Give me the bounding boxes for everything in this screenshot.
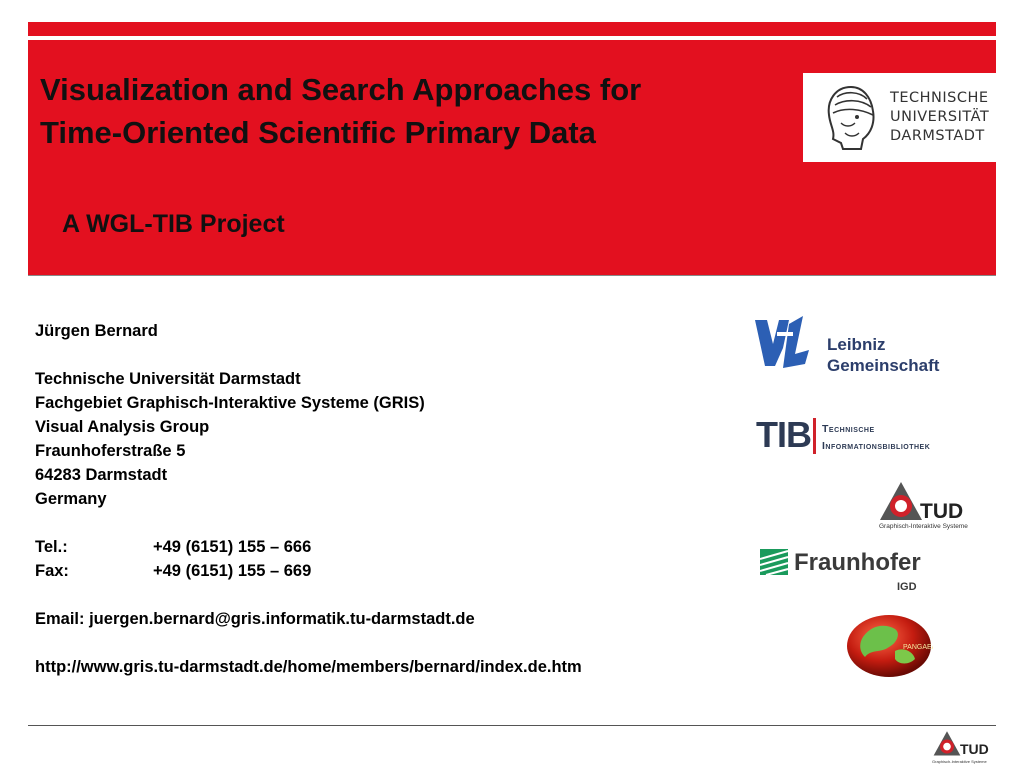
author-name: Jürgen Bernard (35, 322, 158, 340)
tib-line-1: Technische (822, 423, 875, 435)
tu-logo-line-3: DARMSTADT (890, 128, 985, 144)
tib-logo (756, 412, 986, 460)
title-line-1: Visualization and Search Approaches for (40, 72, 642, 107)
tud-triangle-small-icon (932, 730, 962, 758)
tud-footer-word: TUD (960, 741, 989, 757)
contact-block (35, 319, 582, 679)
tud-caption: Graphisch-Interaktive Systeme (879, 523, 968, 530)
fax-label: Fax: (35, 562, 69, 580)
fraunhofer-word: Fraunhofer (794, 549, 921, 576)
footer-divider (28, 725, 996, 726)
leibniz-logo (753, 314, 963, 376)
fraunhofer-igd: IGD (897, 581, 917, 593)
tib-divider (813, 418, 816, 454)
fraunhofer-stripes-icon (760, 549, 790, 577)
address-line: Visual Analysis Group (35, 418, 210, 436)
tud-word: TUD (920, 500, 964, 523)
tud-gris-logo (876, 480, 986, 536)
phone-label: Tel.: (35, 538, 68, 556)
address-line: 64283 Darmstadt (35, 466, 168, 484)
address-line: Technische Universität Darmstadt (35, 370, 301, 388)
tu-logo-line-1: TECHNISCHE (890, 90, 989, 106)
tud-footer-logo (930, 730, 1000, 766)
globe-icon (845, 613, 933, 679)
pangaea-logo (845, 613, 933, 679)
leibniz-line-1: Leibniz (827, 335, 886, 354)
address-line: Fraunhoferstraße 5 (35, 442, 186, 460)
tib-line-2: Informationsbibliothek (822, 440, 931, 452)
header-top-stripe (28, 22, 996, 36)
leibniz-line-2: Gemeinschaft (827, 356, 940, 375)
page-title (40, 68, 641, 154)
page-subtitle: A WGL-TIB Project (62, 210, 285, 238)
fax-value: +49 (6151) 155 – 669 (153, 562, 312, 580)
wgl-mark-icon (753, 314, 813, 372)
globe-label: PANGAEA (903, 644, 933, 651)
title-line-2: Time-Oriented Scientific Primary Data (40, 115, 596, 150)
fax-row (35, 559, 582, 583)
tu-darmstadt-logo (803, 73, 1013, 162)
address-line: Germany (35, 490, 107, 508)
tib-letters: TIB (756, 414, 811, 455)
tud-footer-caption: Graphisch-Interaktive Systeme (932, 759, 987, 764)
fraunhofer-logo (760, 545, 940, 597)
phone-row (35, 535, 582, 559)
leibniz-text (827, 334, 939, 376)
email-line: Email: juergen.bernard@gris.informatik.tu-darmstadt.de (35, 610, 475, 628)
tu-logo-line-2: UNIVERSITÄT (890, 109, 990, 125)
tib-text (822, 421, 930, 455)
address-line: Fachgebiet Graphisch-Interaktive Systeme (GRIS) (35, 394, 425, 412)
homepage-url: http://www.gris.tu-darmstadt.de/home/members/bernard/index.de.htm (35, 658, 582, 676)
phone-value: +49 (6151) 155 – 666 (153, 538, 312, 556)
athena-head-icon (821, 83, 879, 151)
tu-logo-text (890, 89, 989, 146)
tud-triangle-icon (878, 480, 924, 524)
